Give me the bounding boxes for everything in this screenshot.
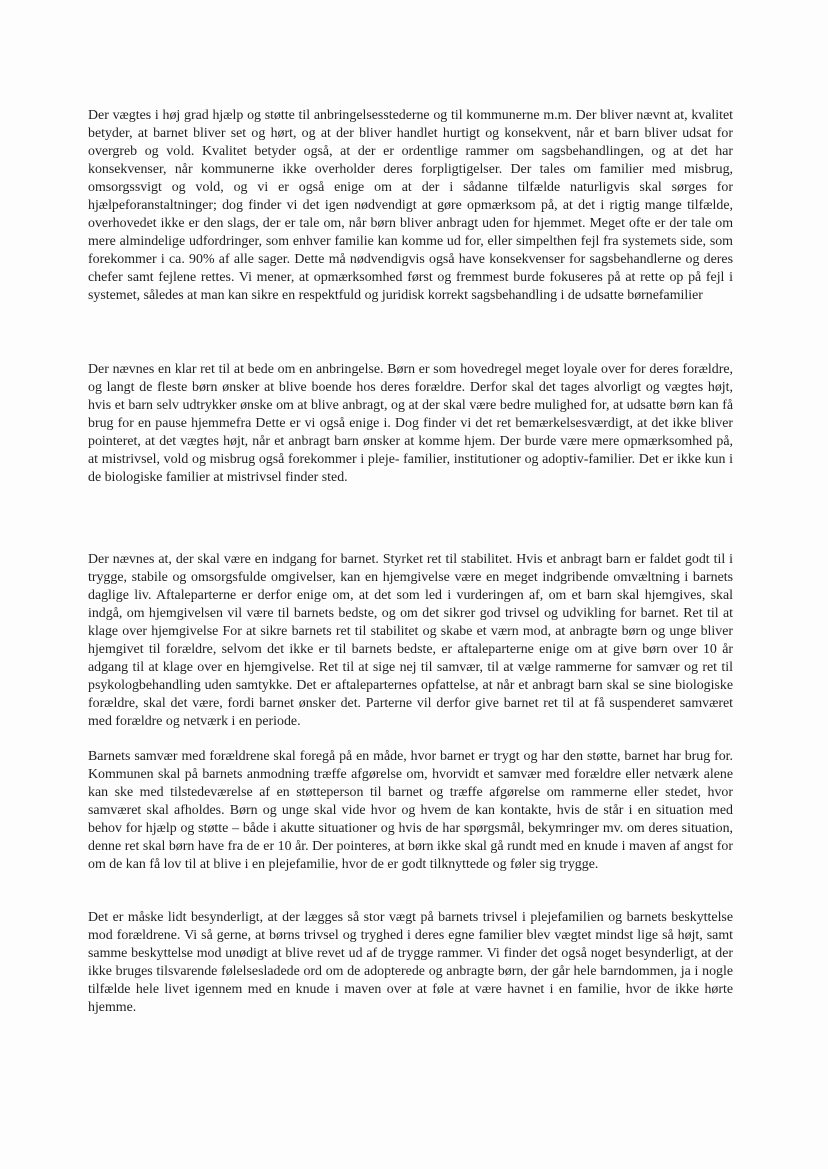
paragraph-visitation: Barnets samvær med forældrene skal foregå på en måde, hvor barnet er trygt og har den støtte, barnet har brug for. Kommunen skal på barnets anmodning træffe afgørelse om, hvorvidt et samvær med forældre eller netværk alene kan ske med tilstedeværelse af en støtteperson til barnet og træffe afgørelse om rammerne eller stedet, hvor samværet skal afholdes. Børn og unge skal vide hvor og hvem de kan kontakte, hvis de står i en situation med behov for hjælp og støtte – både i akutte situationer og hvis de har spørgsmål, bekymringer mv. om deres situation, denne ret skal børn have fra de er 10 år. Der pointeres, at børn ikke skal gå rundt med en knude i maven af angst for om de kan få lov til at blive i en plejefamilie, hvor de er godt tilknyttede og føler sig trygge. xyxy=(88,749,733,872)
paragraph-stability-and-contact: Der nævnes at, der skal være en indgang for barnet. Styrket ret til stabilitet. Hvis et anbragt barn er faldet godt til i trygge, stabile og omsorgsfulde omgivelser, kan en hjemgivelse være en meget indgribende omvæltning i barnets daglige liv. Aftaleparterne er derfor enige om, at det som led i vurderingen af, om et barn skal hjemgives, skal indgå, om hjemgivelsen vil være til barnets bedste, og om det sikrer god trivsel og udvikling for barnet. Ret til at klage over hjemgivelse For at sikre barnets ret til stabilitet og skabe et værn mod, at anbragte børn og unge bliver hjemgivet til forældre, selvom det ikke er til barnets bedste, er aftaleparterne enige om at give børn over 10 år adgang til at klage over en hjemgivelse. Ret til at sige nej til samvær, til at vælge rammerne for samvær og ret til psykologbehandling uden samtykke. Det er aftaleparternes opfattelse, at når et anbragt barn skal se sine biologiske forældre, skal det være, fordi barnet ønsker det. Parterne vil derfor give barnet ret til at få suspenderet samværet med forældre og netværk i en periode. xyxy=(88,552,733,729)
paragraph-right-to-placement: Der nævnes en klar ret til at bede om en anbringelse. Børn er som hovedregel meget loyale over for deres forældre, og langt de fleste børn ønsker at blive boende hos deres forældre. Derfor skal det tages alvorligt og vægtes højt, hvis et barn selv udtrykker ønske om at blive anbragt, og at der skal være bedre mulighed for, at udsatte børn kan få brug for en pause hjemmefra Dette er vi også enige i. Dog finder vi det ret bemærkelsesværdigt, at det ikke bliver pointeret, at det vægtes højt, når et anbragt barn ønsker at komme hjem. Der burde være mere opmærksomhed på, at mistrivsel, vold og misbrug også forekommer i pleje- familier, institutioner og adoptiv-familier. Det er ikke kun i de biologiske familier at mistrivsel finder sted. xyxy=(88,362,733,485)
paragraph-closing-remarks: Det er måske lidt besynderligt, at der lægges så stor vægt på barnets trivsel i plejefamilien og barnets beskyttelse mod forældrene. Vi så gerne, at børns trivsel og tryghed i deres egne familier blev vægtet mindst lige så højt, samt samme beskyttelse mod unødigt at blive revet ud af de trygge rammer. Vi finder det også noget besynderligt, at der ikke bruges tilsvarende følelsesladede ord om de adopterede og anbragte børn, der går hele barndommen, ja i nogle tilfælde hele livet igennem med en knude i maven over at føle at være havnet i en familie, hvor de ikke hørte hjemme. xyxy=(88,910,733,1015)
paragraph-support-and-quality: Der vægtes i høj grad hjælp og støtte til anbringelsesstederne og til kommunerne m.m. Der bliver nævnt at, kvalitet betyder, at barnet bliver set og hørt, og at der bliver handlet hurtigt og konsekvent, når et barn bliver udsat for overgreb og vold. Kvalitet betyder også, at der er ordentlige rammer om sagsbehandlingen, og at det har konsekvenser, når kommunerne ikke overholder deres forpligtigelser. Der tales om familier med misbrug, omsorgssvigt og vold, og vi er også enige om at der i sådanne tilfælde naturligvis skal sørges for hjælpeforanstaltninger; dog finder vi det igen nødvendigt at gøre opmærksom på, at det i rigtig mange tilfælde, overhovedet ikke er den slags, der er tale om, når børn bliver anbragt uden for hjemmet. Meget ofte er der tale om mere almindelige udfordringer, som enhver familie kan komme ud for, eller simpelthen fejl fra systemets side, som forekommer i ca. 90% af alle sager. Dette må nødvendigvis også have konsekvenser for sagsbehandlerne og deres chefer samt fejlene rettes. Vi mener, at opmærksomhed først og fremmest burde fokuseres på at rette op på fejl i systemet, således at man kan sikre en respektfuld og juridisk korrekt sagsbehandling i de udsatte børnefamilier xyxy=(88,108,733,303)
